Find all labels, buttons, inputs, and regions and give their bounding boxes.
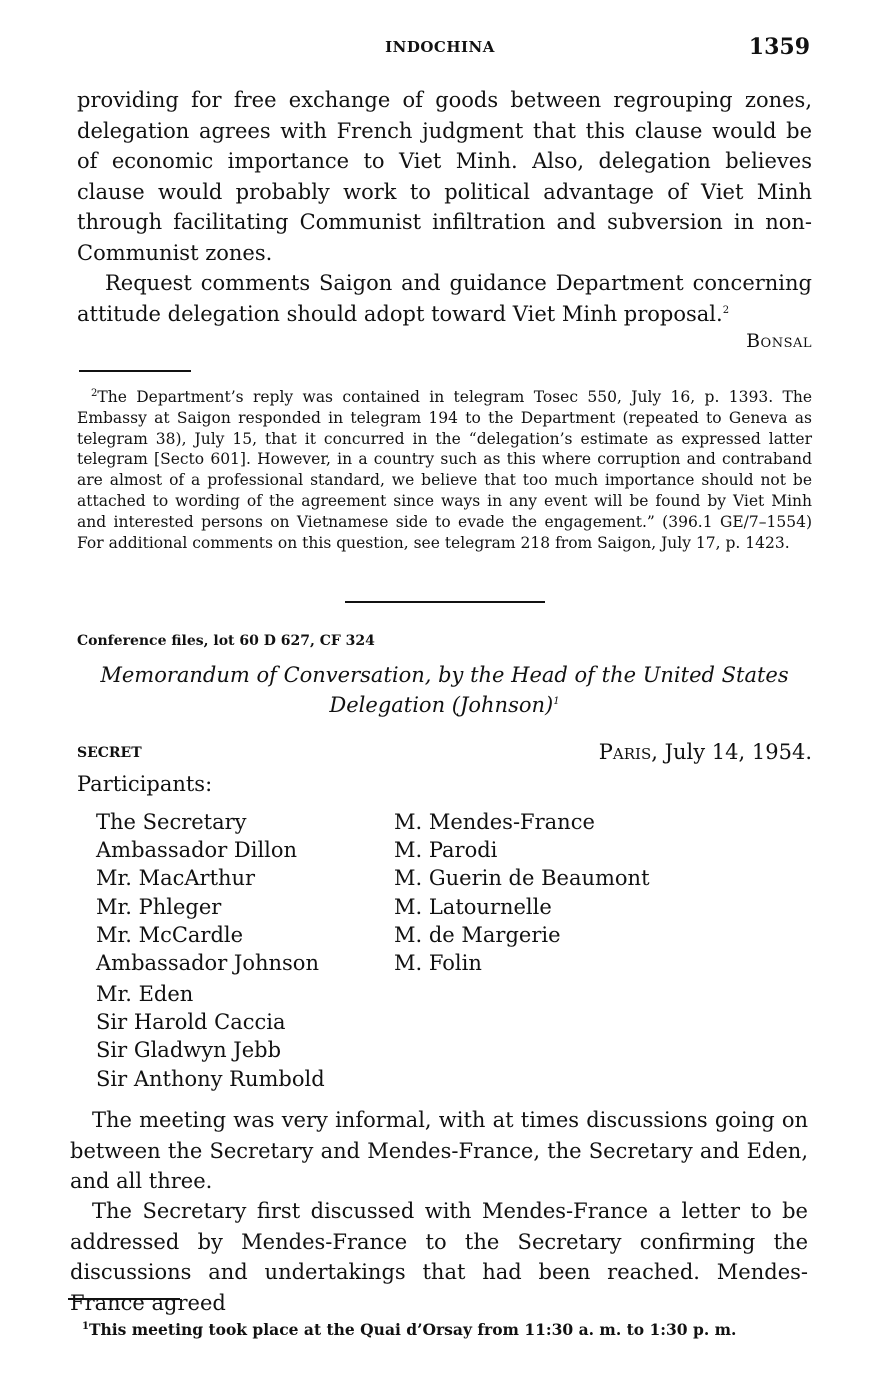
participant: Sir Harold Caccia [96, 1010, 286, 1035]
participant: M. Latournelle [394, 894, 552, 919]
footnote-divider [68, 1298, 180, 1300]
footnote-text: This meeting took place at the Quai d’Orsay from 11:30 a. m. to 1:30 p. m. [88, 1320, 737, 1339]
footnote-text: The Department’s reply was contained in telegram Tosec 550, July 16, p. 1393. The Embassy at Saigon responded in telegram 194 to the Department (repeated to Geneva as telegram 38), July 15, that it concurred in the “delegation’s estimate as expressed latter telegram [Secto 601]. However, in a country such as this where corruption and contraband are almost of a professional standard, we believe that too much importance should not be attached to wording of the agreement since ways in any event will be found by Viet Minh and interested persons on Vietnamese side to evade the engagement.” (396.1 GE/7–1554) For additional comments on this question, see telegram 218 from Saigon, July 17, p. 1423. [77, 388, 812, 552]
title-line-1: Memorandum of Conversation, by the Head of the United States [100, 663, 789, 687]
classification: SECRET [77, 745, 142, 761]
signature: Bonsal [746, 330, 812, 352]
participant: Ambassador Dillon [96, 838, 298, 863]
continuation-paragraph [77, 85, 812, 268]
date: July 14, 1954. [664, 740, 812, 764]
dateline [599, 740, 812, 764]
participant: Mr. MacArthur [96, 866, 256, 891]
participant: Mr. Eden [96, 982, 194, 1006]
source-citation: Conference files, lot 60 D 627, CF 324 [77, 633, 375, 649]
page-number: 1359 [748, 34, 810, 60]
participants-british [96, 980, 325, 1093]
running-title: INDOCHINA [385, 38, 495, 56]
participants-label: Participants: [77, 772, 213, 796]
title-line-2: Delegation (Johnson)$^1$ [329, 693, 560, 717]
body-paragraph-1: The meeting was very informal, with at times discussions going on between the Secretary and Mendes-France, the Secretary and Eden, and all three. [70, 1108, 808, 1193]
participant: The Secretary [96, 810, 247, 834]
footnote-marker: 2 [91, 387, 98, 399]
footnote-2 [77, 387, 812, 553]
participants-us [96, 808, 319, 977]
place: Paris, [598, 740, 658, 764]
body-paragraph-2: The Secretary first discussed with Mendes-France a letter to be addressed by Mendes-France to the Secretary confirming the discussions and undertakings that had been reached. Mendes-France agreed [70, 1199, 808, 1315]
section-divider [345, 601, 545, 603]
participant: Ambassador Johnson [96, 951, 319, 976]
participant: M. Mendes-France [394, 810, 595, 834]
paragraph-text: providing for free exchange of goods between regrouping zones, delegation agrees with French judgment that this clause would be of economic importance to Viet Minh. Also, delegation believes clause would probably work to political advantage of Viet Minh through facilitating Communist infiltration and subversion in non-Communist zones. [77, 88, 812, 265]
participants-french [394, 808, 650, 977]
document-title [77, 660, 812, 720]
participant: Sir Anthony Rumbold [96, 1066, 325, 1091]
participant: M. Folin [394, 951, 482, 976]
footnote-marker: 1 [82, 1320, 89, 1332]
participant: M. de Margerie [394, 922, 561, 947]
footnote-ref: 2 [722, 304, 730, 316]
paragraph-text: Request comments Saigon and guidance Department concerning attitude delegation should adopt toward Viet Minh proposal. [77, 271, 812, 326]
participant: M. Parodi [394, 838, 498, 863]
participant: Mr. McCardle [96, 922, 244, 947]
footnote-divider [79, 370, 191, 372]
participant: Mr. Phleger [96, 894, 222, 919]
participant: Sir Gladwyn Jebb [96, 1038, 282, 1063]
footnote-1 [82, 1320, 736, 1339]
footnote-ref: 1 [553, 696, 560, 707]
request-paragraph [77, 268, 812, 329]
participant: M. Guerin de Beaumont [394, 866, 650, 891]
